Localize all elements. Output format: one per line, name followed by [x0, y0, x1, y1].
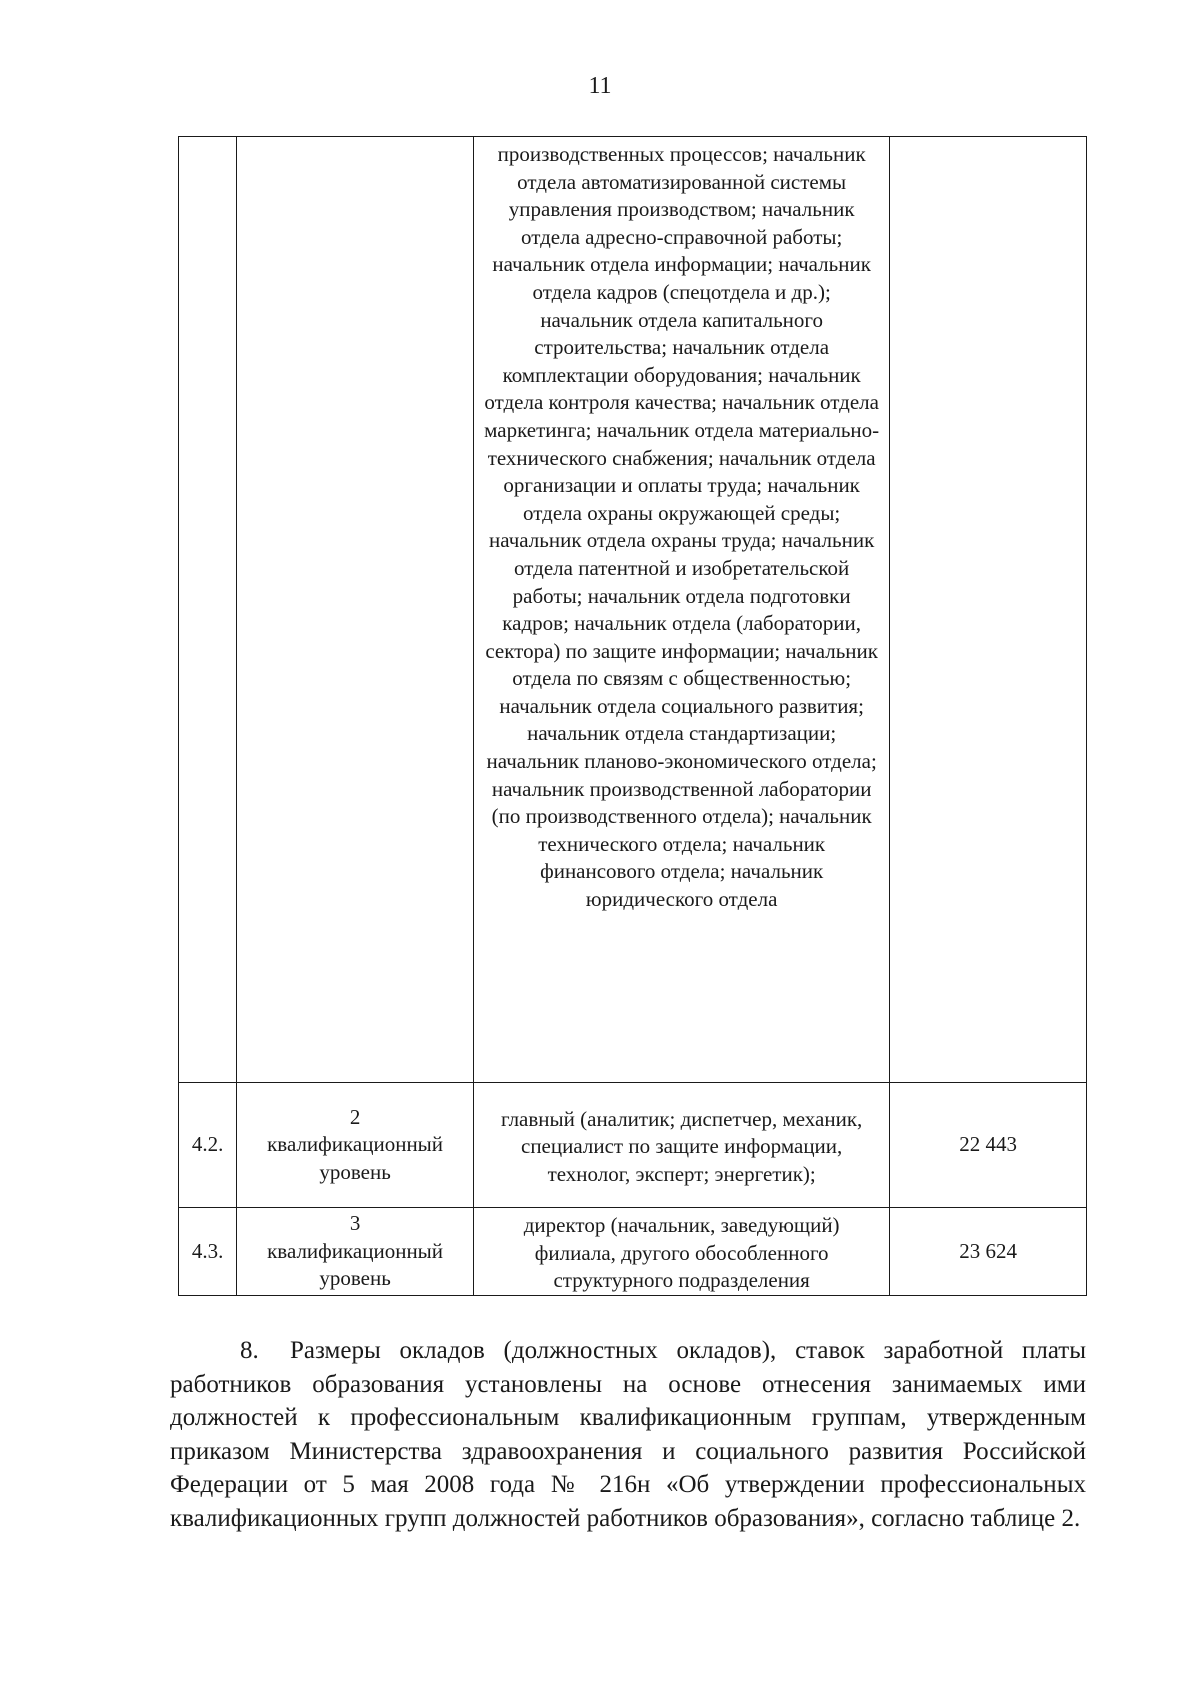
positions-text: главный (аналитик; диспетчер, механик, специалист по защите информации, технолог, эксперт; энергетик);: [501, 1106, 863, 1186]
positions-cell: [473, 1208, 889, 1296]
row-number-cell: [179, 137, 237, 1083]
paragraph-number: 8.: [240, 1337, 259, 1364]
qualification-level-cell: [237, 1083, 474, 1208]
salary-cell: 23 624: [890, 1208, 1087, 1296]
level-word: квалификационный: [267, 1238, 444, 1263]
positions-text: директор (начальник, заведующий) филиала, другого обособленного структурного подразделения: [523, 1213, 840, 1293]
level-number: 2: [349, 1104, 361, 1129]
salary-cell: [890, 137, 1087, 1083]
salary-cell: 22 443: [890, 1083, 1087, 1208]
page-number: 11: [588, 73, 612, 99]
paragraph-text: Размеры окладов (должностных окладов), ставок заработной платы работников образования установлены на основе отнесения занимаемых ими должностей к профессиональным квалификационным группам, утвержденным приказом Министерства здравоохранения и социального развития Российской Федерации от 5 мая 2008 года № 216н «Об утверждении профессиональных квалификационных групп должностей работников образования», согласно таблице 2.: [170, 1337, 1086, 1532]
table-row: [179, 137, 1087, 1083]
positions-cell: [473, 1083, 889, 1208]
row-number-cell: 4.2.: [179, 1083, 237, 1208]
level-word: квалификационный: [267, 1132, 444, 1157]
body-paragraph: [170, 1334, 1086, 1535]
row-number-cell: 4.3.: [179, 1208, 237, 1296]
level-suffix: уровень: [319, 1266, 391, 1291]
qualification-level-cell: [237, 137, 474, 1083]
level-suffix: уровень: [319, 1159, 391, 1184]
qualification-table: [178, 136, 1087, 1296]
table-row: [179, 1208, 1087, 1296]
qualification-level-cell: [237, 1208, 474, 1296]
table-row: [179, 1083, 1087, 1208]
positions-cell: [473, 137, 889, 1083]
positions-text: производственных процессов; начальник отдела автоматизированной системы управления производством; начальник отдела адресно-справочной работы; начальник отдела информации; начальник отдела кадров (спецотдела и др.); начальник отдела капитального строительства; начальник отдела комплектации оборудования; начальник отдела контроля качества; начальник отдела маркетинга; начальник отдела материально-технического снабжения; начальник отдела организации и оплаты труда; начальник отдела охраны окружающей среды; начальник отдела охраны труда; начальник отдела патентной и изобретательской работы; начальник отдела подготовки кадров; начальник отдела (лаборатории, сектора) по защите информации; начальник отдела по связям с общественностью; начальник отдела социального развития; начальник отдела стандартизации; начальник планово-экономического отдела; начальник производственной лаборатории (по производственного отдела); начальник технического отдела; начальник финансового отдела; начальник юридического отдела: [484, 142, 880, 912]
level-number: 3: [349, 1211, 361, 1235]
